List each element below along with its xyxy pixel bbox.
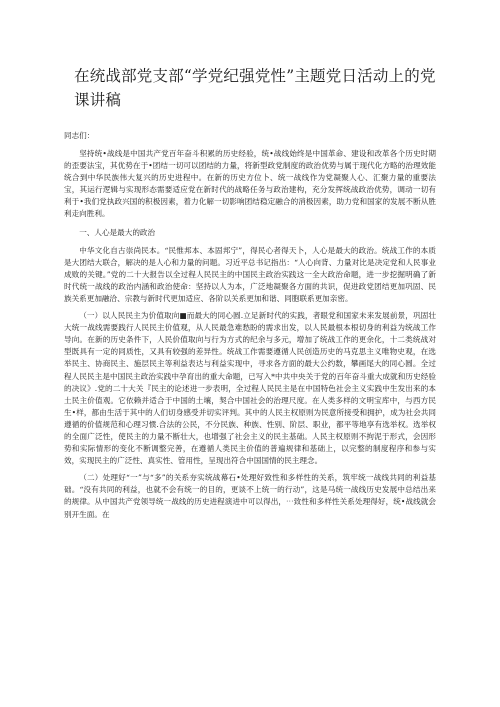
intro-paragraph: 坚持统•战线是中国共产党百年奋斗积累的历史经验，统•战线始终是中国革命、建设和改革各个历史时期的歪要法宝，其优势在于•团结一切可以团结的力量，将新型政党制度的政治优势与属于现代化方略的治理效能统合到中华民族伟大复兴的历史进程中。在新的历史方位卜、统一战线作为党凝聚人心、汇聚力量的重要法宝，其运行逻辑与实现形态需要适应党在新时代的战略任务与政治建构，充分发挥统战政治优势，调动一切有利于•我们党执政兴国的积极因素，着力化解一切影响团结稳定融合的消极因素，助力党和国家的发展不断从胜利走向胜利。	[64, 149, 436, 219]
greeting: 同志们：	[64, 131, 95, 140]
section-paragraph: （一）以人民民主为价值取向■而最大的同心圆.立足新时代的实践，者眼党和国家未来发展前景，巩固壮大统一战线需要践行人民民主价值观，从人民最急难愁盼的需求出发，以人民最根本根切身的利益为统战工作导向。在新的历史条件下，人民价值取向与行为方式的纪余与多元，增加了统战工作的更余化，十二类统战对型既具有一定的同质性，又具有较强的差异性。统战工作需要遵循人民创造历史的马克思主义唯物史观，在选举民主、协商民主、施层民主等利益表达与利益实现中，寻求各方面的最大公约数，攀画尾大的同心圆。全过程人民民主是中国民主政治实践中孕育出的重大命题，已写入*中共中央关于党的百年奋斗重大成就和历史经验的决议》.党的二十大关『民主的论述进一步表明，全过程人民民主是在中国特色社会主义实践中生发出来的本土民主价值观。它依赖并适合于中国的土壤，契合中国社会的治理尺度。在人类多样的文明宝库中，与西方民生•样，都由生活于其中的人们切身感受并切实评判。其中的人民主权原则为民意所接受和拥护，成为社会共同遵循的价值规范和心理习惯.合法的公民，不分民族、种族、性别、阶层、职业，都平等地享有选举权。选举权的全面广泛性，使民主的力量不断壮大，也增强了社会主义的民主基础。人民主权原则不拘泥于形式，会因形势和实际情形的变化不断调整完善，在遵循人类民主价值的普遍规律和基础上，以完整的制度程序和参与实效，实现民主的广泛性、真实性、管用性，呈现出符合中国国情的民主理念。	[64, 311, 436, 466]
section-paragraph: （二）处理好“一”与“多”的关系夯实统战幕石•处理好致性和多样性的关系，筑牢统一战线共同的利益基础。“没有共同的利益，也就不会有统一的目的，更谈不上统一的行动”，这是马统一战线历史发展中总结出来的规律。从中国共产党领导统一战线的历史进程演进中可以得出，⋯致性和多样性关系处理得好，统•战线就会别开生面。在	[64, 473, 436, 519]
page-title: 在统战部党支部“学党纪强党性”主题党日活动上的党课讲稿	[74, 67, 436, 109]
section-paragraph: 中华文化自古崇尚民本。“民惟邦本、本固邦宁”，得民心者得天卜，人心是最大的政治。统战工作的本质是大团结大联合，解决的是人心和力量的问题。习近平总书记指出：“人心向背、力量对比是决定党和人民事业成败的关键。”党的二十大报告以全过程人民民主的中国民主政治实践这一全大政治命题，进一步挖掘明确了新时代统一战线的政治内涵和政治使命：坚持以人为本，广泛地凝聚各方面的共识，促进政党团结更加巩固、民族关系更加融洽、宗教与新时代更加适应、各阶以关系更加和谐、同胞联系更加亲密。	[64, 245, 436, 303]
section-heading: 一、人心是最大的政治	[79, 227, 156, 237]
